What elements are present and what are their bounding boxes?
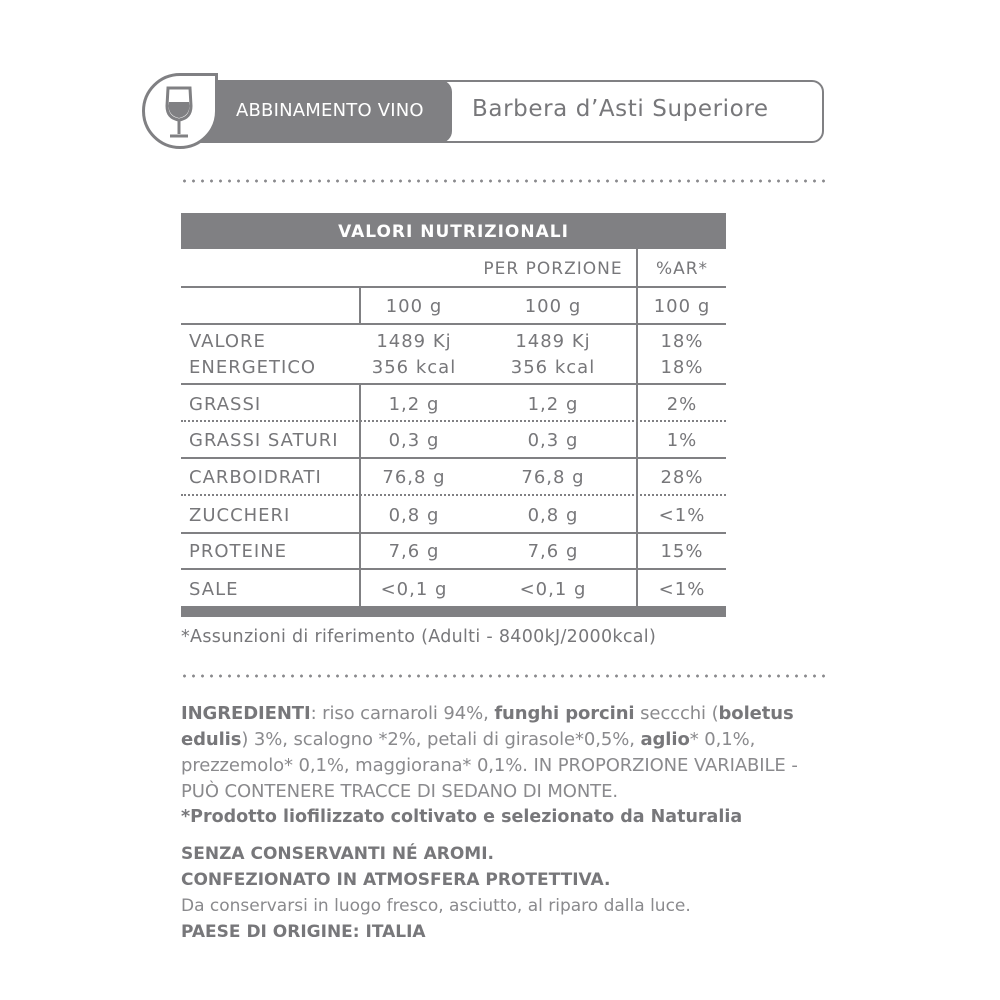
row-value-100g: 0,8 g <box>388 505 440 526</box>
nutrition-title: VALORI NUTRIZIONALI <box>181 213 726 249</box>
ingredients-part: * 0,1%, prezzemolo* 0,1%, maggiorana* 0,1%. IN PROPORZIONE VARIABILE - PUÒ CONTENERE TRACCE DI SEDANO DI MONTE. <box>181 729 798 802</box>
energy-kj-portion: 1489 Kj <box>515 331 591 352</box>
storage-line: CONFEZIONATO IN ATMOSFERA PROTETTIVA. <box>181 870 611 890</box>
row-value-ar: <1% <box>658 505 706 526</box>
energy-label-line2: ENERGETICO <box>189 357 317 378</box>
table-divider-dotted <box>181 420 726 422</box>
storage-line: SENZA CONSERVANTI NÉ AROMI. <box>181 844 494 864</box>
row-label: ZUCCHERI <box>189 505 291 526</box>
energy-kj-100g: 1489 Kj <box>376 331 452 352</box>
row-value-portion: 76,8 g <box>521 467 585 488</box>
table-divider <box>181 286 726 288</box>
ingredients-part: ) 3%, scalogno *2%, petali di girasole*0,5%, <box>241 729 641 750</box>
wine-glass-icon <box>145 76 215 146</box>
table-divider <box>181 383 726 385</box>
energy-ar-kj: 18% <box>660 331 704 352</box>
reference-intake-footnote: *Assunzioni di riferimento (Adulti - 8400kJ/2000kcal) <box>181 627 657 647</box>
row-value-100g: 76,8 g <box>382 467 446 488</box>
row-value-portion: 7,6 g <box>527 541 579 562</box>
row-value-ar: 1% <box>666 430 698 451</box>
row-value-portion: 0,3 g <box>527 430 579 451</box>
table-divider <box>181 323 726 325</box>
storage-line: Da conservarsi in luogo fresco, asciutto, al riparo dalla luce. <box>181 896 691 916</box>
row-value-ar: 15% <box>660 541 704 562</box>
row-label: SALE <box>189 579 239 600</box>
energy-kcal-portion: 356 kcal <box>510 357 596 378</box>
ingredients-text <box>181 701 841 805</box>
energy-label-line1: VALORE <box>189 331 266 352</box>
table-bottom-bar <box>181 606 726 617</box>
column-divider <box>636 249 638 607</box>
unit-ar: 100 g <box>653 296 711 317</box>
ingredients-part: seccchi ( <box>634 703 719 724</box>
unit-100g: 100 g <box>385 296 443 317</box>
ingredients-label: INGREDIENTI <box>181 703 311 724</box>
unit-portion: 100 g <box>524 296 582 317</box>
storage-info <box>181 841 691 945</box>
ingredients-part: : riso carnaroli 94%, <box>310 703 495 724</box>
row-value-100g: 7,6 g <box>388 541 440 562</box>
row-value-portion: <0,1 g <box>519 579 587 600</box>
energy-kcal-100g: 356 kcal <box>371 357 457 378</box>
column-divider <box>359 286 361 324</box>
table-divider <box>181 457 726 459</box>
row-label: GRASSI SATURI <box>189 430 339 451</box>
country-of-origin: PAESE DI ORIGINE: ITALIA <box>181 922 426 942</box>
wine-icon-badge <box>142 73 218 149</box>
table-divider <box>181 568 726 570</box>
ingredient-allergen: aglio <box>640 729 690 750</box>
table-divider <box>181 532 726 534</box>
row-value-100g: 1,2 g <box>388 394 440 415</box>
column-divider <box>359 383 361 607</box>
row-value-ar: 2% <box>666 394 698 415</box>
table-divider-dotted <box>181 494 726 496</box>
row-value-ar: <1% <box>658 579 706 600</box>
row-value-portion: 0,8 g <box>527 505 579 526</box>
ingredient-allergen: funghi porcini <box>494 703 635 724</box>
row-label: GRASSI <box>189 394 262 415</box>
row-value-100g: <0,1 g <box>380 579 448 600</box>
row-value-ar: 28% <box>660 467 704 488</box>
wine-pairing-label: ABBINAMENTO VINO <box>236 100 424 121</box>
wine-name: Barbera d’Asti Superiore <box>472 96 769 122</box>
row-value-portion: 1,2 g <box>527 394 579 415</box>
row-label: PROTEINE <box>189 541 288 562</box>
row-value-100g: 0,3 g <box>388 430 440 451</box>
row-label: CARBOIDRATI <box>189 467 322 488</box>
column-header-ar: %AR* <box>655 259 709 279</box>
freeze-dried-note: *Prodotto liofilizzato coltivato e selezionato da Naturalia <box>181 807 743 827</box>
dotted-separator <box>180 674 826 678</box>
dotted-separator <box>180 179 826 183</box>
energy-ar-kcal: 18% <box>660 357 704 378</box>
column-header-portion: PER PORZIONE <box>483 259 623 279</box>
ingredient-allergen: boletus edulis <box>181 703 794 750</box>
